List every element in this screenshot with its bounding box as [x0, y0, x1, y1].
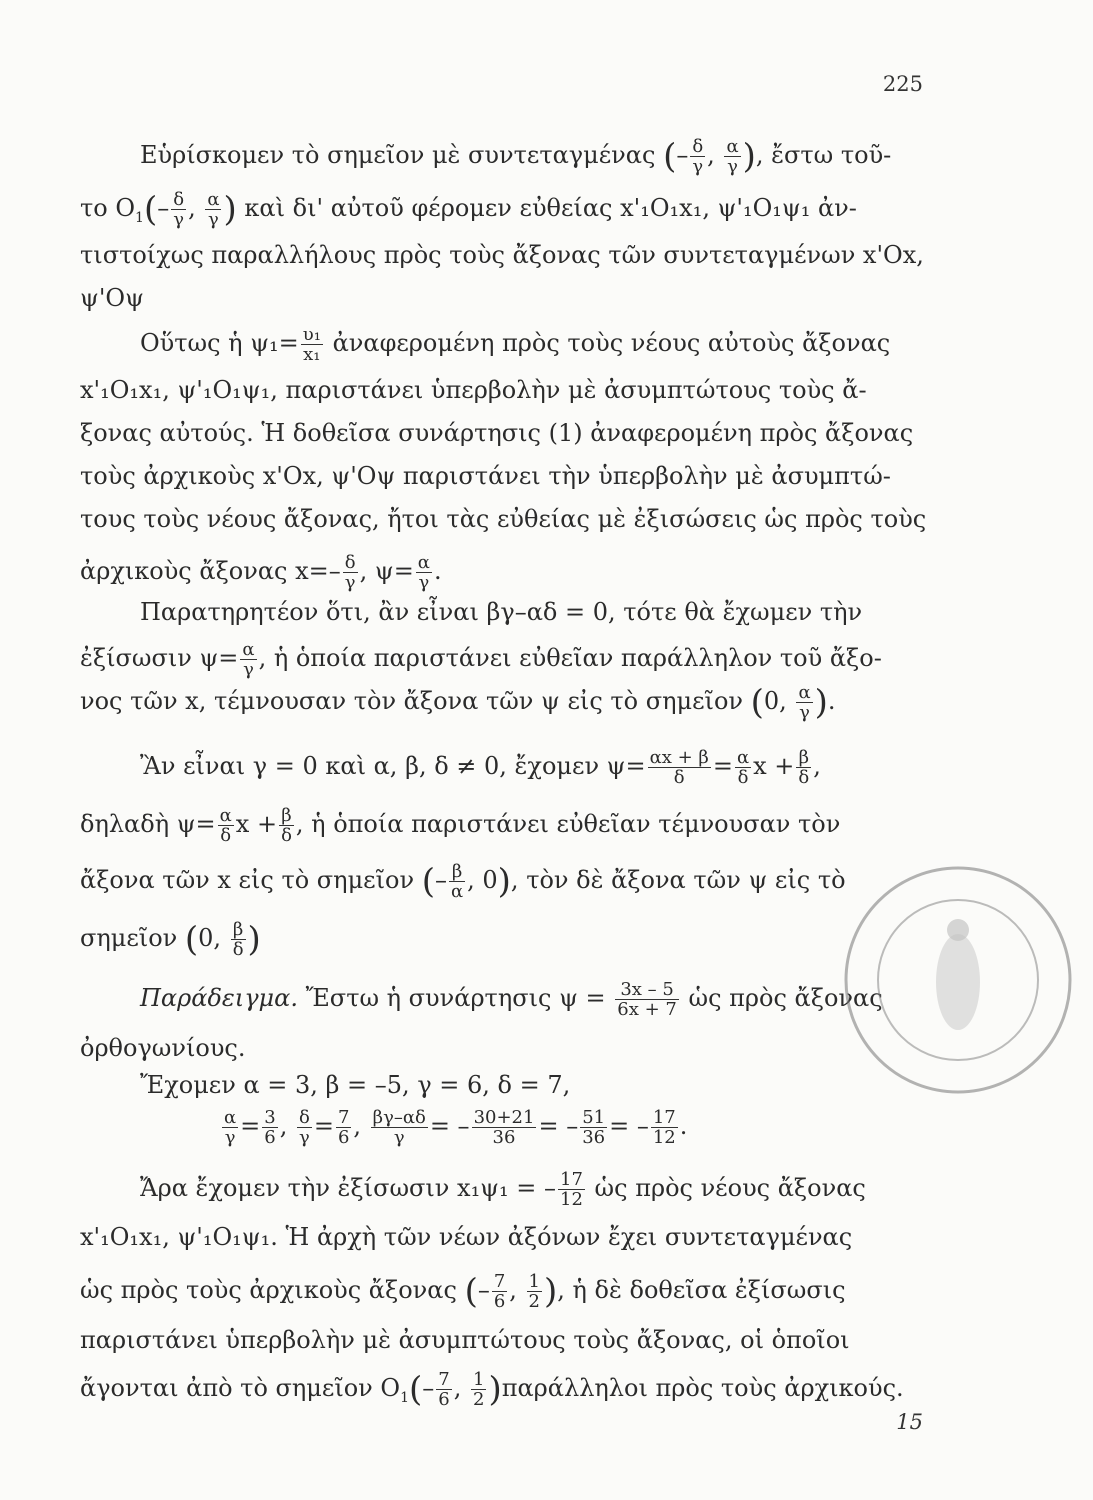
fraction: $\frac{\alpha}{\gamma}$ — [242, 639, 255, 680]
text: Εὑρίσκομεν τὸ σημεῖον μὲ συντεταγμένας — [140, 141, 656, 169]
fraction: $\frac{\beta}{\delta}$ — [281, 805, 292, 846]
text: Ἔστω ἡ συνάρτησις ψ = — [305, 984, 606, 1012]
text: το O — [80, 194, 136, 222]
text: ἐξίσωσιν ψ= — [80, 644, 239, 672]
text: παράλληλοι πρὸς τοὺς ἀρχικούς. — [501, 1374, 904, 1402]
fraction: $\frac{\beta}{\alpha}$ — [450, 861, 464, 902]
fraction: $\frac{\alpha}{\gamma}$ — [417, 552, 430, 593]
text-line-9: τους τοὺς νέους ἄξονας, ἤτοι τὰς εὐθείας μὲ ἐξισώσεις ὡς πρὸς τοὺς — [80, 505, 927, 533]
text: ἀναφερομένη πρὸς τοὺς νέους αὐτοὺς ἄξονας — [332, 329, 891, 357]
fraction: $\frac{17}{12}$ — [560, 1169, 583, 1210]
paren: ) — [742, 136, 756, 177]
text: Ἂν εἶναι γ = 0 καὶ α, β, δ ≠ 0, ἔχομεν ψ= — [140, 752, 646, 780]
text: καὶ δι' αὐτοῦ φέρομεν εὐθείας x'₁O₁x₁, ψ'₁O₁ψ₁ ἀν- — [244, 194, 857, 222]
fraction: $\frac{\delta}{\gamma}$ — [173, 189, 185, 230]
library-stamp — [838, 860, 1078, 1100]
text-line-25: παριστάνει ὑπερβολὴν μὲ ἀσυμπτώτους τοὺς ἄξονας, οἱ ὁποῖοι — [80, 1326, 850, 1354]
fraction: $\frac{\alpha}{\delta}$ — [736, 747, 750, 788]
text: ἄξονα τῶν x εἰς τὸ σημεῖον — [80, 866, 415, 894]
text-line-24: ὡς πρὸς τοὺς ἀρχικοὺς ἄξονας (– $\frac{7}{6}$ , $\frac{1}{2}$ ), ἡ δὲ δοθεῖσα ἐξίσωσις — [80, 1271, 846, 1312]
fraction: $\frac{7}{6}$ — [337, 1107, 350, 1148]
example-heading: Παράδειγμα. — [140, 984, 298, 1012]
fraction: $\frac{\alpha}{\gamma}$ — [207, 189, 220, 230]
text: , ψ= — [359, 557, 414, 585]
page-number: 225 — [882, 72, 923, 96]
text-line-5 — [140, 325, 890, 364]
fraction: $\frac{30+21}{36}$ — [473, 1107, 535, 1148]
text: ὡς πρὸς τοὺς ἀρχικοὺς ἄξονας — [80, 1276, 457, 1304]
text-line-22 — [140, 1170, 866, 1209]
text-line-23: x'₁O₁x₁, ψ'₁O₁ψ₁. Ἡ ἀρχὴ τῶν νέων ἀξόνων ἔχει συντεταγμένας — [80, 1223, 853, 1251]
text: δηλαδὴ ψ= — [80, 810, 216, 838]
text-line-1: Εὑρίσκομεν τὸ σημεῖον μὲ συντεταγμένας (– $\frac{\delta}{\gamma}$ , $\frac{\alpha}{\gamma}$ ), ἔστω τοῦ- — [140, 136, 892, 177]
paren: ( — [663, 136, 677, 177]
text: Οὕτως ἡ ψ₁= — [140, 329, 299, 357]
signature-mark: 15 — [896, 1410, 923, 1434]
text-line-19: ὀρθογωνίους. — [80, 1034, 246, 1062]
text-line-15: δηλαδὴ ψ= $\frac{\alpha}{\delta}$ x + $\frac{\beta}{\delta}$ , ἡ ὁποία παριστάνει εὐθεῖαν τέμνουσαν τὸν — [80, 805, 841, 846]
text-line-13: νος τῶν x, τέμνουσαν τὸν ἄξονα τῶν ψ εἰς τὸ σημεῖον (0, $\frac{\alpha}{\gamma}$ ). — [80, 682, 836, 723]
fraction: $\frac{51}{36}$ — [582, 1107, 606, 1148]
text-line-21: $\frac{\alpha}{\gamma}$ = $\frac{3}{6}$ , $\frac{\delta}{\gamma}$ = $\frac{7}{6}$ , $\frac{\beta\gamma-\alpha\delta}{\gamma}$ = – $\frac{30+21}{36}$ = – $\frac{51}{36}$ = – $\frac{17}{12}$ . — [224, 1107, 688, 1148]
text-line-11: Παρατηρητέον ὅτι, ἂν εἶναι βγ–αδ = 0, τότε θὰ ἔχωμεν τὴν — [140, 598, 863, 626]
fraction: $\frac{\alpha}{\delta}$ — [219, 805, 232, 846]
fraction: $\frac{\beta}{\delta}$ — [798, 747, 810, 788]
fraction: $\frac{\alpha}{\gamma}$ — [224, 1107, 237, 1148]
text-line-17: σημεῖον (0, $\frac{\beta}{\delta}$ ) — [80, 919, 261, 960]
fraction: $\frac{3}{6}$ — [264, 1107, 276, 1148]
subscript: 1 — [135, 209, 144, 226]
text-line-8: τοὺς ἀρχικοὺς x'Ox, ψ'Oψ παριστάνει τὴν ὑπερβολὴν μὲ ἀσυμπτώ- — [80, 462, 891, 490]
fraction: $\frac{1}{2}$ — [472, 1369, 485, 1410]
text: ἄγονται ἀπὸ τὸ σημεῖον O — [80, 1374, 401, 1402]
fraction: $\frac{17}{12}$ — [652, 1107, 676, 1148]
text-line-12 — [80, 640, 882, 679]
fraction: $\frac{\beta}{\delta}$ — [232, 919, 244, 960]
text-line-18 — [140, 980, 883, 1019]
fraction: $\frac{\delta}{\gamma}$ — [344, 552, 356, 593]
fraction: $\frac{\alpha}{\gamma}$ — [726, 136, 739, 177]
text: τὸν δὲ ἄξονα τῶν ψ εἰς τὸ — [526, 866, 846, 894]
text-line-2: το $O_1(-$ $\frac{\delta}{\gamma}$ , $\frac{\alpha}{\gamma}$ ) καὶ δι' αὐτοῦ φέρομεν εὐθείας x'₁O₁x₁, ψ'₁O₁ψ₁ ἀν- — [80, 189, 857, 230]
fraction: $\frac{\delta}{\gamma}$ — [692, 136, 704, 177]
fraction: $\frac{\alpha x + \beta}{\delta}$ — [649, 747, 709, 788]
text: ὡς πρὸς νέους ἄξονας — [594, 1174, 866, 1202]
text: ὡς πρὸς ἄξονας — [688, 984, 883, 1012]
text-line-3: τιστοίχως παραλλήλους πρὸς τοὺς ἄξονας τῶν συντεταγμένων x'Ox, — [80, 241, 924, 269]
text: νος τῶν x, τέμνουσαν τὸν ἄξονα τῶν ψ εἰς τὸ σημεῖον — [80, 687, 743, 715]
text-line-20: Ἔχομεν α = 3, β = –5, γ = 6, δ = 7, — [140, 1071, 571, 1099]
text-line-16: ἄξονα τῶν x εἰς τὸ σημεῖον (– $\frac{\beta}{\alpha}$ , 0), τὸν δὲ ἄξονα τῶν ψ εἰς τὸ — [80, 861, 846, 902]
fraction: $\frac{3x - 5}{6x + 7}$ — [617, 979, 677, 1020]
fraction: $\frac{1}{2}$ — [528, 1271, 540, 1312]
text: , ἡ δὲ δοθεῖσα ἐξίσωσις — [557, 1276, 846, 1304]
text-line-4: ψ'Oψ — [80, 284, 144, 312]
text: σημεῖον — [80, 924, 178, 952]
text-line-7: ξονας αὐτούς. Ἡ δοθεῖσα συνάρτησις (1) ἀναφερομένη πρὸς ἄξονας — [80, 419, 914, 447]
fraction: $\frac{\alpha}{\gamma}$ — [798, 682, 811, 723]
fraction: $\frac{\delta}{\gamma}$ — [298, 1107, 310, 1148]
text-line-10: ἀρχικοὺς ἄξονας x=– $\frac{\delta}{\gamma}$ , ψ= $\frac{\alpha}{\gamma}$ . — [80, 552, 442, 593]
fraction: $\frac{7}{6}$ — [438, 1369, 450, 1410]
fraction: $\frac{7}{6}$ — [493, 1271, 506, 1312]
text: Ἄρα ἔχομεν τὴν ἐξίσωσιν x₁ψ₁ = – — [140, 1174, 556, 1202]
fraction: $\frac{\text{υ₁}}{\text{x₁}}$ — [302, 324, 321, 365]
text: , ἡ ὁποία παριστάνει εὐθεῖαν παράλληλον τοῦ ἄξο- — [258, 644, 882, 672]
text: , ἡ ὁποία παριστάνει εὐθεῖαν τέμνουσαν τὸν — [295, 810, 841, 838]
text: ἀρχικοὺς ἄξονας x=– — [80, 557, 341, 585]
text-line-6: x'₁O₁x₁, ψ'₁O₁ψ₁, παριστάνει ὑπερβολὴν μὲ ἀσυμπτώτους τοὺς ἄ- — [80, 376, 867, 404]
fraction: $\frac{\beta\gamma-\alpha\delta}{\gamma}$ — [372, 1107, 426, 1148]
text: ἔστω τοῦ- — [771, 141, 892, 169]
text-line-14: Ἂν εἶναι γ = 0 καὶ α, β, δ ≠ 0, ἔχομεν ψ= $\frac{\alpha x + \beta}{\delta}$ = $\frac{\alpha}{\delta}$ x + $\frac{\beta}{\delta}$ , — [140, 747, 821, 788]
text-line-26: ἄγονται ἀπὸ τὸ σημεῖον $O_1(-$ $\frac{7}{6}$ , $\frac{1}{2}$ )παράλληλοι πρὸς τοὺς ἀρχικούς. — [80, 1369, 904, 1410]
